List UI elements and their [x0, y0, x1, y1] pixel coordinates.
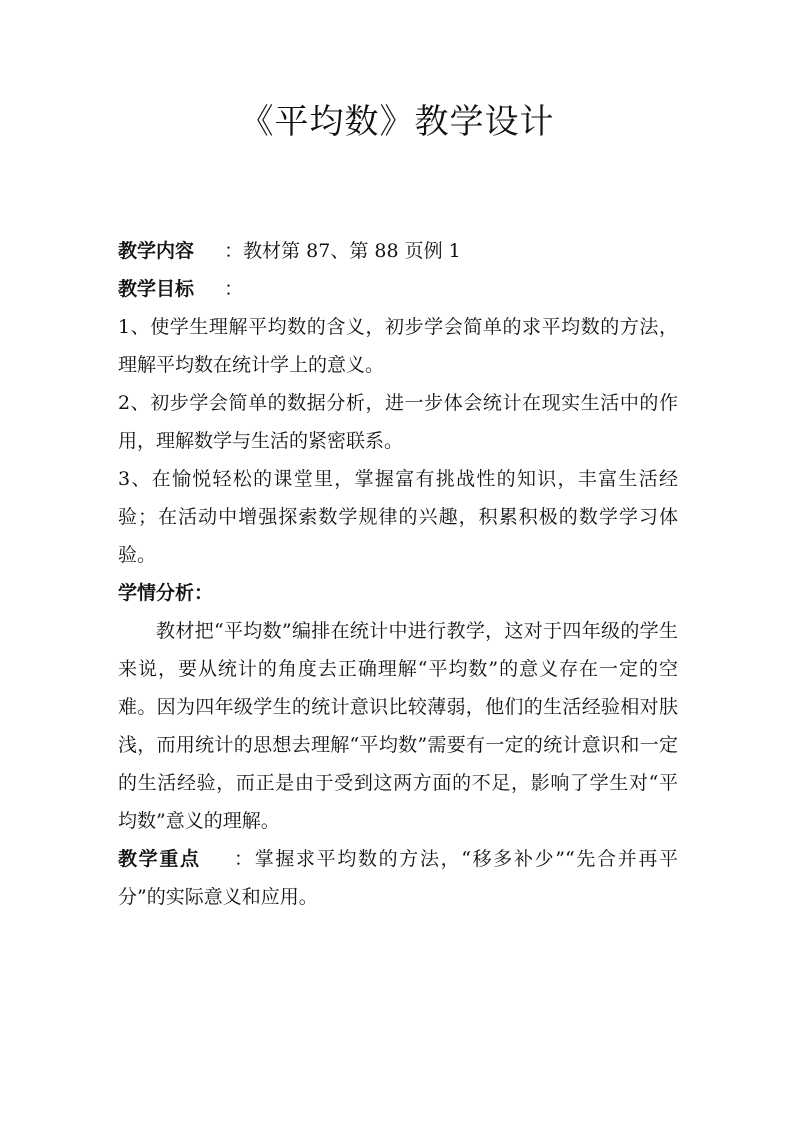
objective-2: 2、初步学会简单的数据分析，进一步体会统计在现实生活中的作用，理解数学与生活的紧密联系。 — [118, 392, 678, 452]
teaching-keypoint-line — [118, 840, 678, 916]
teaching-objectives-label: 教学目标 — [118, 278, 195, 300]
teaching-content-text: ：教材第 87、第 88 页例 1 — [224, 240, 461, 262]
teaching-keypoint-label: 教学重点 — [118, 848, 201, 870]
teaching-objectives-line — [118, 270, 678, 308]
objective-1: 1、使学生理解平均数的含义，初步学会简单的求平均数的方法，理解平均数在统计学上的意义。 — [118, 316, 678, 376]
objective-3: 3、在愉悦轻松的课堂里，掌握富有挑战性的知识，丰富生活经验；在活动中增强探索数学规律的兴趣，积累积极的数学学习体验。 — [118, 468, 678, 566]
teaching-keypoint-text: ：掌握求平均数的方法，“移多补少”“先合并再平分”的实际意义和应用。 — [118, 848, 678, 908]
teaching-content-label: 教学内容 — [118, 240, 195, 262]
student-analysis-label: 学情分析： — [118, 582, 214, 604]
document-title: 《平均数》教学设计 — [239, 102, 555, 142]
teaching-content-line — [118, 232, 678, 270]
student-analysis-text: 教材把“平均数”编排在统计中进行教学，这对于四年级的学生来说，要从统计的角度去正确理解“平均数”的意义存在一定的空难。因为四年级学生的统计意识比较薄弱，他们的生活经验相对肤浅，而用统计的思想去理解“平均数”需要有一定的统计意识和一定的生活经验，而正是由于受到这两方面的不足，影响了学生对“平均数”意义的理解。 — [118, 620, 678, 832]
teaching-objectives-colon: ： — [224, 278, 244, 300]
document-content — [118, 232, 678, 916]
